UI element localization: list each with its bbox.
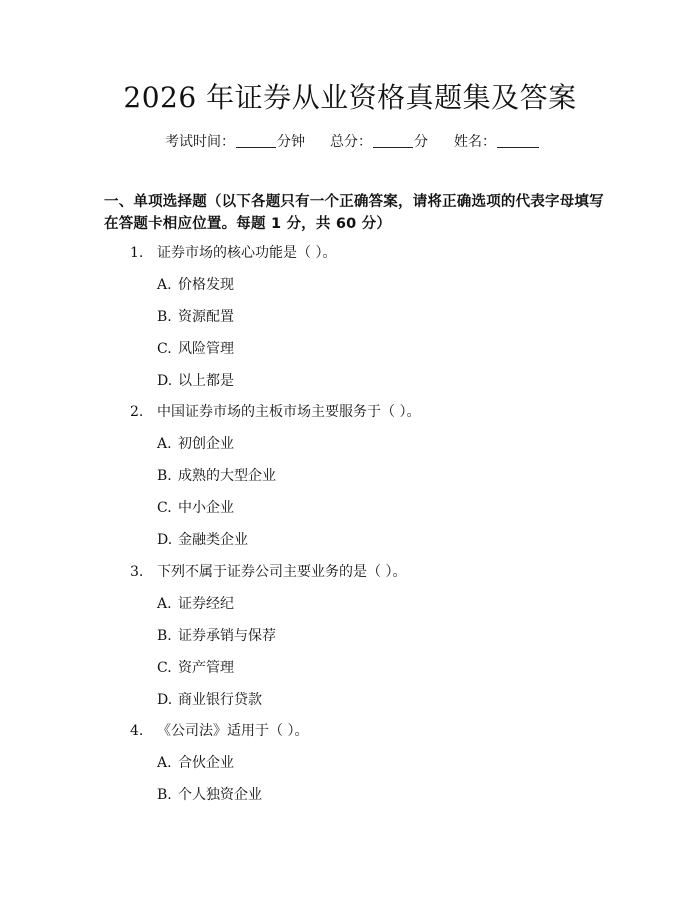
total-score-field	[330, 132, 428, 152]
option-text: 成熟的大型企业	[178, 468, 276, 484]
option-text: 以上都是	[178, 373, 234, 389]
option-letter: B.	[157, 787, 172, 803]
question-text: 下列不属于证券公司主要业务的是（ ）。	[157, 564, 407, 580]
question-text: 证券市场的核心功能是（ ）。	[157, 245, 337, 261]
option-letter: D.	[157, 692, 173, 708]
option-letter: C.	[157, 500, 172, 516]
total-score-blank[interactable]	[373, 133, 413, 148]
exam-time-blank[interactable]	[236, 133, 276, 148]
option-letter: C.	[157, 660, 172, 676]
question-number: 2.	[130, 404, 144, 420]
option-text: 资源配置	[178, 309, 234, 325]
option-text: 个人独资企业	[178, 787, 262, 803]
option-text: 初创企业	[178, 436, 234, 452]
option-letter: D.	[157, 532, 173, 548]
section-heading: 一、单项选择题（以下各题只有一个正确答案，请将正确选项的代表字母填写在答题卡相应位置。每题 1 分，共 60 分）	[104, 194, 604, 232]
question-number: 3.	[130, 564, 144, 580]
total-score-label: 总分：	[330, 134, 372, 150]
option-letter: D.	[157, 373, 173, 389]
name-field	[454, 132, 540, 152]
option-text: 资产管理	[178, 660, 234, 676]
name-label: 姓名：	[454, 134, 496, 150]
exam-info-line	[0, 132, 700, 152]
question-number: 4.	[130, 723, 144, 739]
total-score-unit: 分	[414, 134, 428, 150]
option-text: 证券承销与保荐	[178, 628, 276, 644]
option-letter: A.	[157, 596, 172, 612]
option-text: 价格发现	[178, 277, 234, 293]
name-blank[interactable]	[497, 133, 539, 148]
exam-time-label: 考试时间：	[165, 134, 235, 150]
exam-time-field	[165, 132, 305, 152]
option-text: 证券经纪	[178, 596, 234, 612]
exam-time-unit: 分钟	[277, 134, 305, 150]
option-letter: A.	[157, 277, 172, 293]
option-letter: C.	[157, 341, 172, 357]
option-letter: B.	[157, 628, 172, 644]
question-text: 中国证券市场的主板市场主要服务于（ ）。	[157, 404, 421, 420]
option-letter: B.	[157, 309, 172, 325]
document-title: 2026 年证券从业资格真题集及答案	[123, 81, 577, 114]
option-text: 风险管理	[178, 341, 234, 357]
option-letter: B.	[157, 468, 172, 484]
option-text: 中小企业	[178, 500, 234, 516]
question-number: 1.	[130, 245, 144, 261]
option-text: 金融类企业	[178, 532, 248, 548]
option-letter: A.	[157, 755, 172, 771]
option-letter: A.	[157, 436, 172, 452]
question-text: 《公司法》适用于（ ）。	[157, 723, 309, 739]
option-text: 合伙企业	[178, 755, 234, 771]
option-text: 商业银行贷款	[178, 692, 262, 708]
